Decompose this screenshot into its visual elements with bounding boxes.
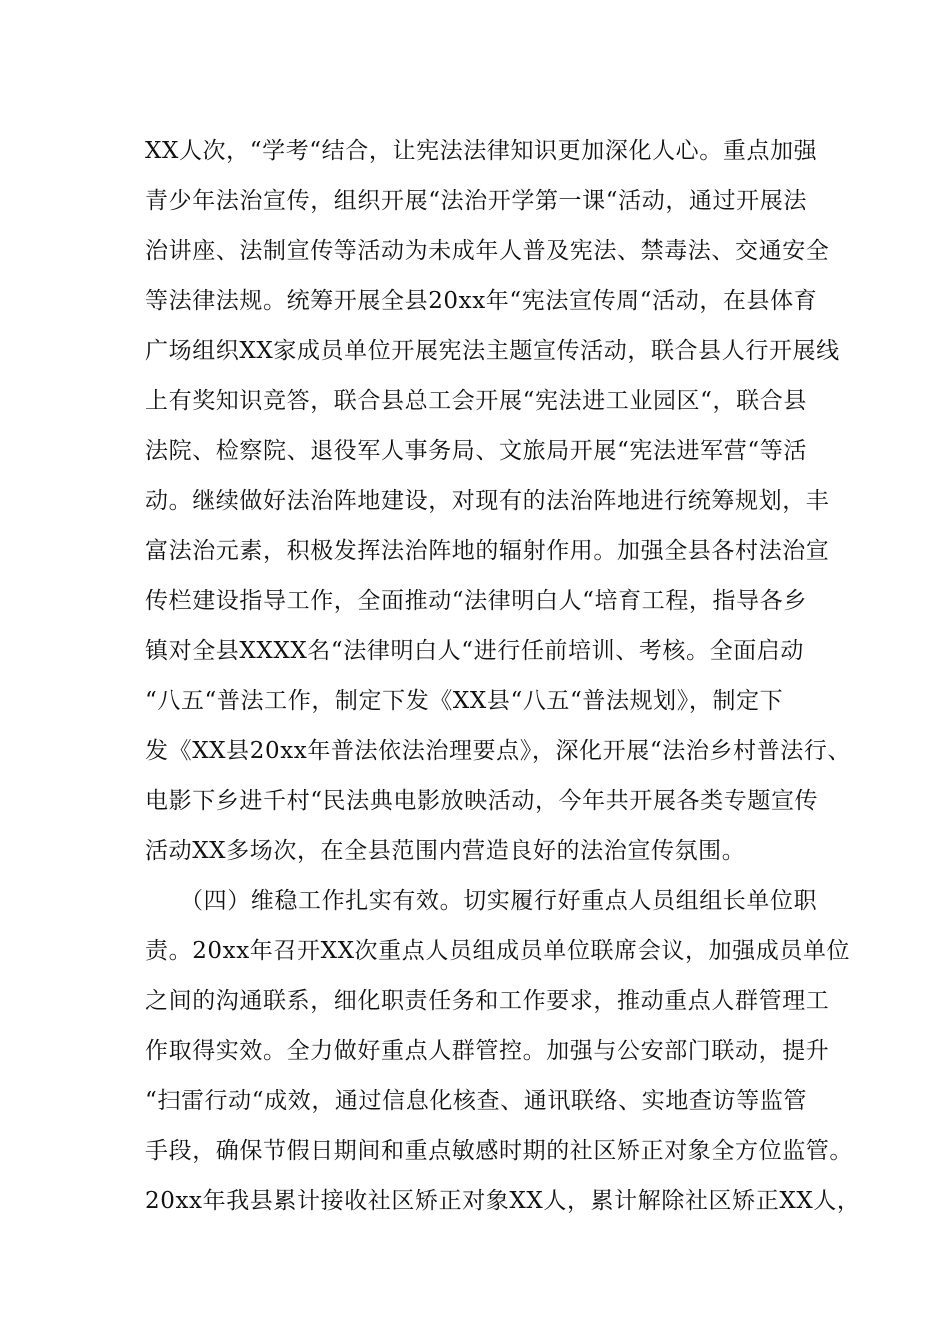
paragraph-1-line-12: “八五“普法工作，制定下发《XX县“八五“普法规划》，制定下 bbox=[145, 688, 784, 714]
paragraph-1-line-2: 青少年法治宣传，组织开展“法治开学第一课“活动，通过开展法 bbox=[145, 188, 807, 214]
paragraph-1-line-15: 活动XX多场次，在全县范围内营造良好的法治宣传氛围。 bbox=[145, 838, 746, 864]
paragraph-2-line-5: “扫雷行动“成效，通过信息化核查、通讯联络、实地查访等监管 bbox=[145, 1088, 807, 1114]
paragraph-2-line-3: 之间的沟通联系，细化职责任务和工作要求，推动重点人群管理工 bbox=[145, 988, 830, 1014]
paragraph-1-line-6: 上有奖知识竞答，联合县总工会开展“宪法进工业园区“，联合县 bbox=[145, 388, 807, 414]
paragraph-1-line-1: XX人次，“学考“结合，让宪法法律知识更加深化人心。重点加强 bbox=[145, 138, 818, 164]
paragraph-2-line-6: 手段，确保节假日期间和重点敏感时期的社区矫正对象全方位监管。 bbox=[145, 1138, 853, 1164]
paragraph-1-line-13: 发《XX县20xx年普法依法治理要点》，深化开展“法治乡村普法行、 bbox=[145, 738, 852, 764]
paragraph-2-line-2: 责。20xx年召开XX次重点人员组成员单位联席会议，加强成员单位 bbox=[145, 938, 851, 964]
paragraph-1-line-11: 镇对全县XXXX名“法律明白人“进行任前培训、考核。全面启动 bbox=[145, 638, 805, 664]
paragraph-1-line-5: 广场组织XX家成员单位开展宪法主题宣传活动，联合县人行开展线 bbox=[145, 338, 840, 364]
paragraph-1-line-8: 动。继续做好法治阵地建设，对现有的法治阵地进行统筹规划，丰 bbox=[145, 488, 830, 514]
paragraph-1-line-14: 电影下乡进千村“民法典电影放映活动，今年共开展各类专题宣传 bbox=[145, 788, 819, 814]
paragraph-2-line-7: 20xx年我县累计接收社区矫正对象XX人，累计解除社区矫正XX人， bbox=[145, 1188, 861, 1214]
paragraph-1-line-10: 传栏建设指导工作，全面推动“法律明白人“培育工程，指导各乡 bbox=[145, 588, 807, 614]
paragraph-2-line-1: （四）维稳工作扎实有效。切实履行好重点人员组组长单位职 bbox=[180, 888, 818, 914]
paragraph-1-line-9: 富法治元素，积极发挥法治阵地的辐射作用。加强全县各村法治宣 bbox=[145, 538, 830, 564]
paragraph-1-line-4: 等法律法规。统筹开展全县20xx年“宪法宣传周“活动，在县体育 bbox=[145, 288, 818, 314]
paragraph-1-line-7: 法院、检察院、退役军人事务局、文旅局开展“宪法进军营“等活 bbox=[145, 438, 807, 464]
paragraph-1-line-3: 治讲座、法制宣传等活动为未成年人普及宪法、禁毒法、交通安全 bbox=[145, 238, 830, 264]
paragraph-2-line-4: 作取得实效。全力做好重点人群管控。加强与公安部门联动，提升 bbox=[145, 1038, 830, 1064]
